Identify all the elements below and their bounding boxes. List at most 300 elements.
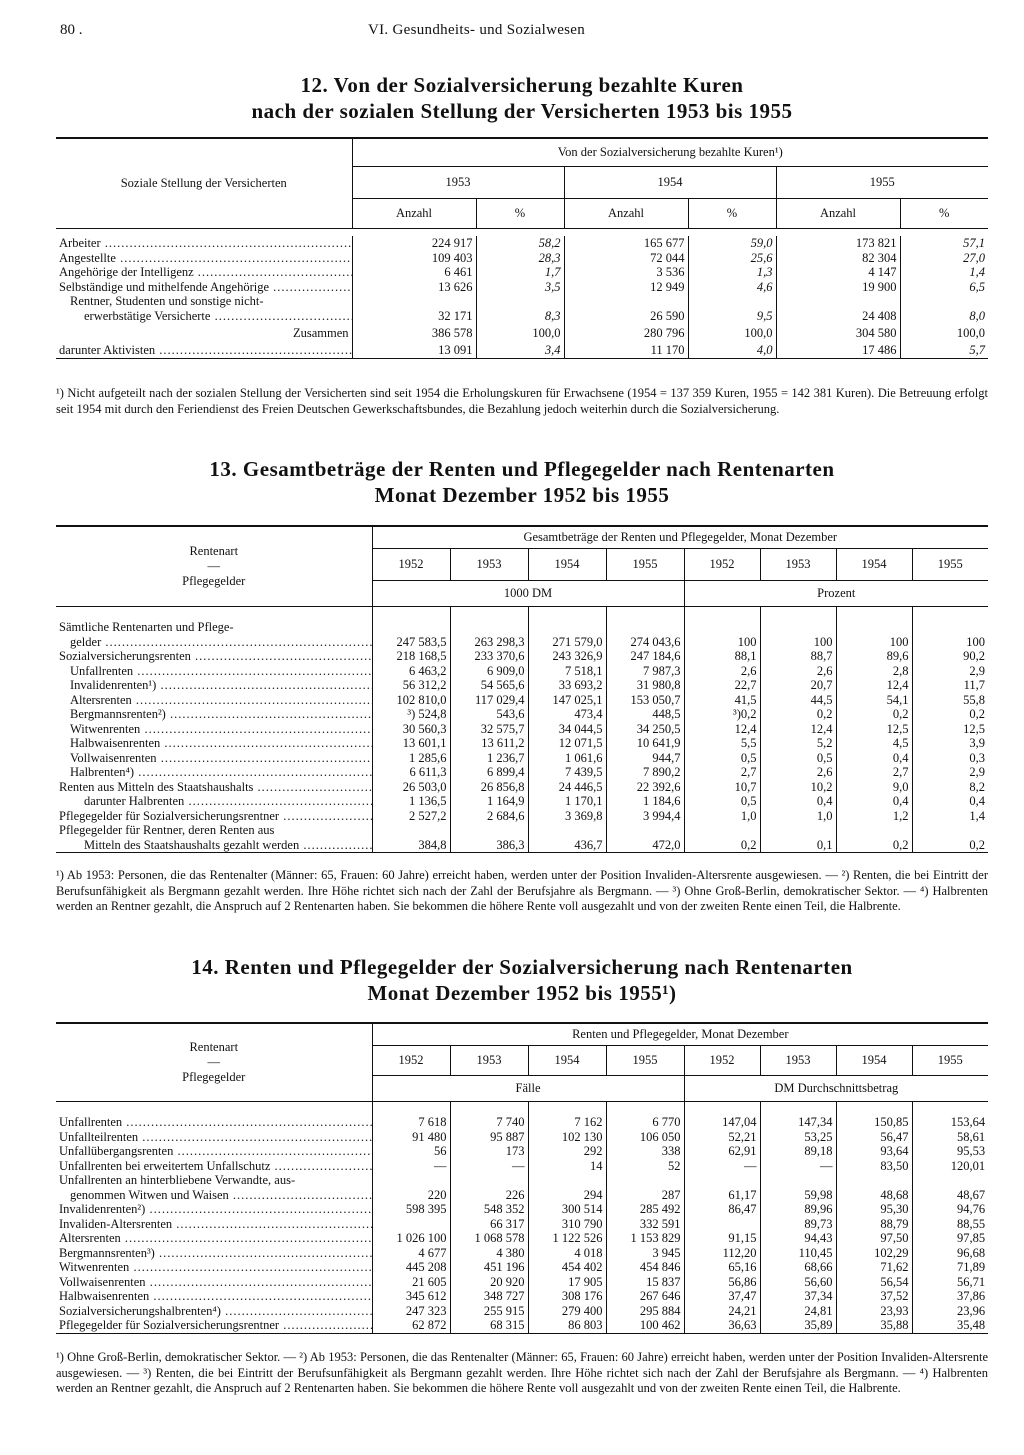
percent-cell: 100,0 [900,323,988,343]
value-cell: 2,7 [684,765,760,780]
t14-year-col: 1952 [372,1045,450,1075]
value-cell: 0,2 [836,838,912,853]
t12-group-header: Von der Sozialversicherung bezahlte Kuren¹) [352,138,988,166]
table-row [56,693,988,708]
value-cell: 285 492 [606,1202,684,1217]
value-cell: 32 575,7 [450,722,528,737]
table-row [56,722,988,737]
percent-cell: 3,4 [476,343,564,358]
value-cell: 54,1 [836,693,912,708]
value-cell: 14 [528,1159,606,1174]
value-cell: ³)0,2 [684,707,760,722]
row-label: Witwenrenten ..... [56,722,372,737]
value-cell: 247 583,5 [372,635,450,650]
value-cell: 294 [528,1188,606,1203]
value-cell: 451 196 [450,1260,528,1275]
value-cell: 6 611,3 [372,765,450,780]
value-cell: 56,86 [684,1275,760,1290]
row-label: Bergmannsrenten³) ..... [56,1246,372,1261]
value-cell: 61,17 [684,1188,760,1203]
t14-footnote: ¹) Ohne Groß-Berlin, demokratischer Sektor. — ²) Ab 1953: Personen, die das Rentenalter (Männer: 65, Frauen: 60 Jahre) erreicht haben, werden unter der Position Invaliden-Altersrente ausgewiesen. — ³) Renten, die bei Eintritt der Berufsunfähigkeit als Bergmann gezahlt werden. Ihre Höhe richtet sich nach der Zahl der Berufsjahre als Bergmann. — ⁴) Halbrenten werden an Rentner gezahlt, die Anspruch auf 2 Rentenarten haben. Sie bekommen die höhere Rente voll ausgezahlt und von der zweiten Rente einen Teil, die Halbrente. [56,1350,988,1395]
value-cell: 2 527,2 [372,809,450,824]
t13-title [56,456,988,508]
value-cell: 7 162 [528,1115,606,1130]
value-cell: 13 601,1 [372,736,450,751]
value-cell: 100 [836,635,912,650]
table-12 [56,137,988,359]
percent-cell: 27,0 [900,251,988,266]
value-cell: 26 503,0 [372,780,450,795]
t13-title-line2: Monat Dezember 1952 bis 1955 [374,483,670,507]
empty-cell [606,1173,684,1188]
empty-cell [836,1173,912,1188]
value-cell: 2,7 [836,765,912,780]
value-cell: 102 130 [528,1130,606,1145]
t12-sub-pct: % [900,198,988,228]
empty-cell [56,1101,372,1115]
t12-sub-anzahl: Anzahl [564,198,688,228]
t12-title [56,72,988,124]
value-cell: 95,30 [836,1202,912,1217]
value-cell: 7 518,1 [528,664,606,679]
value-cell: 0,5 [684,794,760,809]
value-cell: 23,93 [836,1304,912,1319]
value-cell: 2,6 [684,664,760,679]
row-label: Pflegegelder für Sozialversicherungsrentner ..... [56,809,372,824]
count-cell: 32 171 [352,309,476,324]
count-cell: 11 170 [564,343,688,358]
value-cell: 52,21 [684,1130,760,1145]
value-cell: 106 050 [606,1130,684,1145]
value-cell: 1 061,6 [528,751,606,766]
value-cell: 1 026 100 [372,1231,450,1246]
table-row [56,1246,988,1261]
value-cell: 1 184,6 [606,794,684,809]
value-cell: 88,79 [836,1217,912,1232]
spacer-row [56,606,988,620]
value-cell: 100 [760,635,836,650]
table-row [56,294,988,309]
count-cell: 173 821 [776,236,900,251]
table-row [56,1304,988,1319]
value-cell: 53,25 [760,1130,836,1145]
total-label: Zusammen [292,325,349,340]
empty-cell [528,823,606,838]
empty-cell [450,606,528,620]
value-cell: 12 071,5 [528,736,606,751]
value-cell: 1 136,5 [372,794,450,809]
value-cell: 308 176 [528,1289,606,1304]
empty-cell [912,620,988,635]
value-cell: 0,2 [836,707,912,722]
empty-cell [372,823,450,838]
percent-cell: 1,3 [688,265,776,280]
value-cell: 88,55 [912,1217,988,1232]
table-row [56,1318,988,1333]
empty-cell [760,1101,836,1115]
table-row [56,751,988,766]
value-cell: 44,5 [760,693,836,708]
value-cell: 0,5 [684,751,760,766]
empty-cell [450,1173,528,1188]
value-cell: 22 392,6 [606,780,684,795]
value-cell: 338 [606,1144,684,1159]
value-cell: 233 370,6 [450,649,528,664]
value-cell: 153 050,7 [606,693,684,708]
row-label: Altersrenten ..... [56,693,372,708]
value-cell: 68 315 [450,1318,528,1333]
empty-cell [606,606,684,620]
value-cell: 48,67 [912,1188,988,1203]
row-label: Unfallrenten ..... [56,1115,372,1130]
value-cell: 0,4 [836,794,912,809]
value-cell: 2,8 [836,664,912,679]
empty-cell [476,294,564,309]
row-label: Unfallteilrenten ..... [56,1130,372,1145]
value-cell: 472,0 [606,838,684,853]
table-row [56,1260,988,1275]
t14-year-col: 1955 [606,1045,684,1075]
spacer-row [56,1101,988,1115]
row-label: Altersrenten ..... [56,1231,372,1246]
table-row [56,620,988,635]
empty-cell [352,294,476,309]
value-cell: 7 618 [372,1115,450,1130]
row-label: Unfallrenten an hinterbliebene Verwandte, aus- [59,1173,296,1187]
table-row [56,794,988,809]
value-cell: 22,7 [684,678,760,693]
t14-stub-line1: Rentenart [189,1039,239,1054]
value-cell: 86 803 [528,1318,606,1333]
table-14 [56,1022,988,1334]
value-cell: 0,2 [684,838,760,853]
value-cell: 267 646 [606,1289,684,1304]
table-row [56,765,988,780]
value-cell: 12,5 [836,722,912,737]
count-cell: 19 900 [776,280,900,295]
t14-year-col: 1954 [528,1045,606,1075]
row-label: erwerbstätige Versicherte ..... [56,309,352,324]
empty-cell [760,823,836,838]
t13-stub-line3: Pflegegelder [182,573,246,588]
value-cell: 88,7 [760,649,836,664]
value-cell: 4,5 [836,736,912,751]
table-row [56,280,988,295]
value-cell: — [450,1159,528,1174]
row-label: Invalidenrenten¹) ..... [56,678,372,693]
empty-cell [836,620,912,635]
value-cell: 34 250,5 [606,722,684,737]
t12-sub-pct: % [476,198,564,228]
value-cell: 243 326,9 [528,649,606,664]
value-cell: 1 068 578 [450,1231,528,1246]
value-cell: 62,91 [684,1144,760,1159]
row-label: genommen Witwen und Waisen ..... [56,1188,372,1203]
value-cell: 226 [450,1188,528,1203]
table-row [56,265,988,280]
percent-cell: 28,3 [476,251,564,266]
value-cell: 271 579,0 [528,635,606,650]
row-label: Pflegegelder für Rentner, deren Renten aus [59,823,275,837]
percent-cell: 100,0 [476,323,564,343]
value-cell: 83,50 [836,1159,912,1174]
empty-cell [528,1173,606,1188]
value-cell: 4 018 [528,1246,606,1261]
value-cell: 0,2 [912,707,988,722]
empty-cell [564,294,688,309]
value-cell: 295 884 [606,1304,684,1319]
value-cell: 56,71 [912,1275,988,1290]
value-cell: 1 153 829 [606,1231,684,1246]
count-cell: 26 590 [564,309,688,324]
row-label: Pflegegelder für Sozialversicherungsrentner ..... [56,1318,372,1333]
empty-cell [56,606,372,620]
value-cell: 10,2 [760,780,836,795]
t13-year-col: 1955 [912,548,988,580]
value-cell: 7 740 [450,1115,528,1130]
value-cell: 150,85 [836,1115,912,1130]
value-cell: 30 560,3 [372,722,450,737]
value-cell: 3 945 [606,1246,684,1261]
value-cell: 10,7 [684,780,760,795]
value-cell: 95 887 [450,1130,528,1145]
value-cell: 147,04 [684,1115,760,1130]
row-label: Arbeiter ..... [56,236,352,251]
value-cell: 8,2 [912,780,988,795]
value-cell: 56,54 [836,1275,912,1290]
table-row [56,1115,988,1130]
value-cell: 548 352 [450,1202,528,1217]
empty-cell [836,1101,912,1115]
count-cell: 224 917 [352,236,476,251]
t12-year-1954: 1954 [564,166,776,198]
empty-cell [912,606,988,620]
value-cell: 287 [606,1188,684,1203]
empty-cell [912,1173,988,1188]
value-cell: 1,0 [684,809,760,824]
value-cell: 6 909,0 [450,664,528,679]
value-cell: 263 298,3 [450,635,528,650]
value-cell: 3 369,8 [528,809,606,824]
value-cell: 37,34 [760,1289,836,1304]
row-label: Halbwaisenrenten ..... [56,1289,372,1304]
value-cell: 1,2 [836,809,912,824]
table-row [56,309,988,324]
value-cell: 20,7 [760,678,836,693]
value-cell: 473,4 [528,707,606,722]
t14-stub-line3: Pflegegelder [182,1069,246,1084]
empty-cell [450,823,528,838]
t13-year-col: 1954 [836,548,912,580]
value-cell: 1 164,9 [450,794,528,809]
value-cell: 91 480 [372,1130,450,1145]
value-cell: 52 [606,1159,684,1174]
value-cell: 89,6 [836,649,912,664]
value-cell: 33 693,2 [528,678,606,693]
value-cell: 35,88 [836,1318,912,1333]
value-cell: 56 312,2 [372,678,450,693]
empty-cell [760,606,836,620]
t12-sub-pct: % [688,198,776,228]
percent-cell: 59,0 [688,236,776,251]
value-cell: 12,4 [836,678,912,693]
value-cell: 218 168,5 [372,649,450,664]
empty-cell [372,1101,450,1115]
value-cell: 147,34 [760,1115,836,1130]
table-row [56,1275,988,1290]
spacer-row [56,228,988,236]
value-cell: 37,47 [684,1289,760,1304]
t13-title-line1: 13. Gesamtbeträge der Renten und Pflegegelder nach Rentenarten [209,457,835,481]
value-cell: 0,4 [760,794,836,809]
table-row [56,809,988,824]
count-cell: 165 677 [564,236,688,251]
percent-cell: 1,4 [900,265,988,280]
value-cell [684,1217,760,1232]
value-cell: 94,43 [760,1231,836,1246]
row-label: Bergmannsrenten²) ..... [56,707,372,722]
row-label: Sämtliche Rentenarten und Pflege- [59,620,234,634]
value-cell: 0,1 [760,838,836,853]
value-cell: 1,4 [912,809,988,824]
value-cell: 71,89 [912,1260,988,1275]
value-cell: 1 122 526 [528,1231,606,1246]
t14-stub-header [56,1023,372,1101]
empty-cell [684,1173,760,1188]
value-cell: 17 905 [528,1275,606,1290]
value-cell: 445 208 [372,1260,450,1275]
value-cell: 147 025,1 [528,693,606,708]
value-cell: 58,61 [912,1130,988,1145]
row-label: Sozialversicherungshalbrenten⁴) ..... [56,1304,372,1319]
t12-sub-anzahl: Anzahl [776,198,900,228]
subtotal-label: darunter Aktivisten ..... [56,343,352,358]
value-cell: 6 770 [606,1115,684,1130]
value-cell: 96,68 [912,1246,988,1261]
count-cell: 3 536 [564,265,688,280]
empty-cell [912,823,988,838]
value-cell: 110,45 [760,1246,836,1261]
value-cell: 1 170,1 [528,794,606,809]
empty-cell [684,606,760,620]
count-cell: 13 091 [352,343,476,358]
row-label: Invaliden-Altersrenten ..... [56,1217,372,1232]
value-cell: 944,7 [606,751,684,766]
percent-cell: 9,5 [688,309,776,324]
percent-cell: 3,5 [476,280,564,295]
table-row [56,707,988,722]
value-cell: 97,85 [912,1231,988,1246]
table-row [56,1173,988,1188]
t14-stub-line2: — [207,1054,220,1069]
t13-stub-line1: Rentenart [189,543,239,558]
value-cell: 220 [372,1188,450,1203]
value-cell: 36,63 [684,1318,760,1333]
row-label: Sozialversicherungsrenten ..... [56,649,372,664]
t12-year-1955: 1955 [776,166,988,198]
value-cell: 436,7 [528,838,606,853]
count-cell: 280 796 [564,323,688,343]
value-cell: 292 [528,1144,606,1159]
count-cell: 4 147 [776,265,900,280]
value-cell: 112,20 [684,1246,760,1261]
row-label: Unfallübergangsrenten ..... [56,1144,372,1159]
value-cell: 31 980,8 [606,678,684,693]
row-label: Renten aus Mitteln des Staatshaushalts ..... [56,780,372,795]
table-13 [56,525,988,853]
value-cell: 2,9 [912,664,988,679]
value-cell: 332 591 [606,1217,684,1232]
value-cell: 1,0 [760,809,836,824]
value-cell: 97,50 [836,1231,912,1246]
value-cell: 12,4 [684,722,760,737]
value-cell: 0,4 [912,794,988,809]
table-row [56,649,988,664]
value-cell: 56,47 [836,1130,912,1145]
value-cell: 7 987,3 [606,664,684,679]
row-label: Witwenrenten ..... [56,1260,372,1275]
value-cell: 66 317 [450,1217,528,1232]
empty-cell [528,606,606,620]
table-row [56,1144,988,1159]
t13-year-col: 1952 [372,548,450,580]
value-cell: 279 400 [528,1304,606,1319]
value-cell: 6 899,4 [450,765,528,780]
empty-cell [372,620,450,635]
t14-year-col: 1953 [760,1045,836,1075]
t12-title-line1: 12. Von der Sozialversicherung bezahlte Kuren [300,73,744,97]
table-row [56,635,988,650]
value-cell: 24,81 [760,1304,836,1319]
count-cell: 13 626 [352,280,476,295]
percent-cell: 5,7 [900,343,988,358]
value-cell: 0,4 [836,751,912,766]
count-cell: 17 486 [776,343,900,358]
value-cell: 454 402 [528,1260,606,1275]
value-cell: 7 890,2 [606,765,684,780]
value-cell: 102 810,0 [372,693,450,708]
t13-group-header: Gesamtbeträge der Renten und Pflegegelder, Monat Dezember [372,526,988,548]
value-cell: 13 611,2 [450,736,528,751]
value-cell: 35,48 [912,1318,988,1333]
empty-cell [372,1173,450,1188]
value-cell: 386,3 [450,838,528,853]
value-cell: ³) 524,8 [372,707,450,722]
t13-footnote: ¹) Ab 1953: Personen, die das Rentenalter (Männer: 65, Frauen: 60 Jahre) erreicht haben, werden unter der Position Invaliden-Altersrente ausgewiesen. — ²) Renten, die bei Eintritt der Berufsunfähigkeit als Bergmann gezahlt werden. Ihre Höhe richtet sich nach der Zahl der Berufsjahre als Bergmann. — ³) Ohne Groß-Berlin, demokratischer Sektor. — ⁴) Halbrenten werden an Rentner gezahlt, die Anspruch auf 2 Rentenarten haben. Sie bekommen die höhere Rente voll ausgezahlt und von der zweiten Rente einen Teil, die Halbrente. [56,868,988,913]
value-cell: 247 184,6 [606,649,684,664]
t12-sub-anzahl: Anzahl [352,198,476,228]
subtotal-row [56,343,988,358]
value-cell: 94,76 [912,1202,988,1217]
value-cell: 3,9 [912,736,988,751]
t14-year-col: 1953 [450,1045,528,1075]
value-cell: 71,62 [836,1260,912,1275]
t13-year-col: 1952 [684,548,760,580]
empty-cell [760,620,836,635]
value-cell: 0,5 [760,751,836,766]
value-cell: 89,18 [760,1144,836,1159]
t13-stub-header [56,526,372,606]
empty-cell [836,606,912,620]
value-cell: 24 446,5 [528,780,606,795]
t13-year-col: 1954 [528,548,606,580]
value-cell: 89,96 [760,1202,836,1217]
empty-cell [684,1101,760,1115]
empty-cell [900,294,988,309]
value-cell: 54 565,6 [450,678,528,693]
value-cell: 21 605 [372,1275,450,1290]
percent-cell: 8,0 [900,309,988,324]
